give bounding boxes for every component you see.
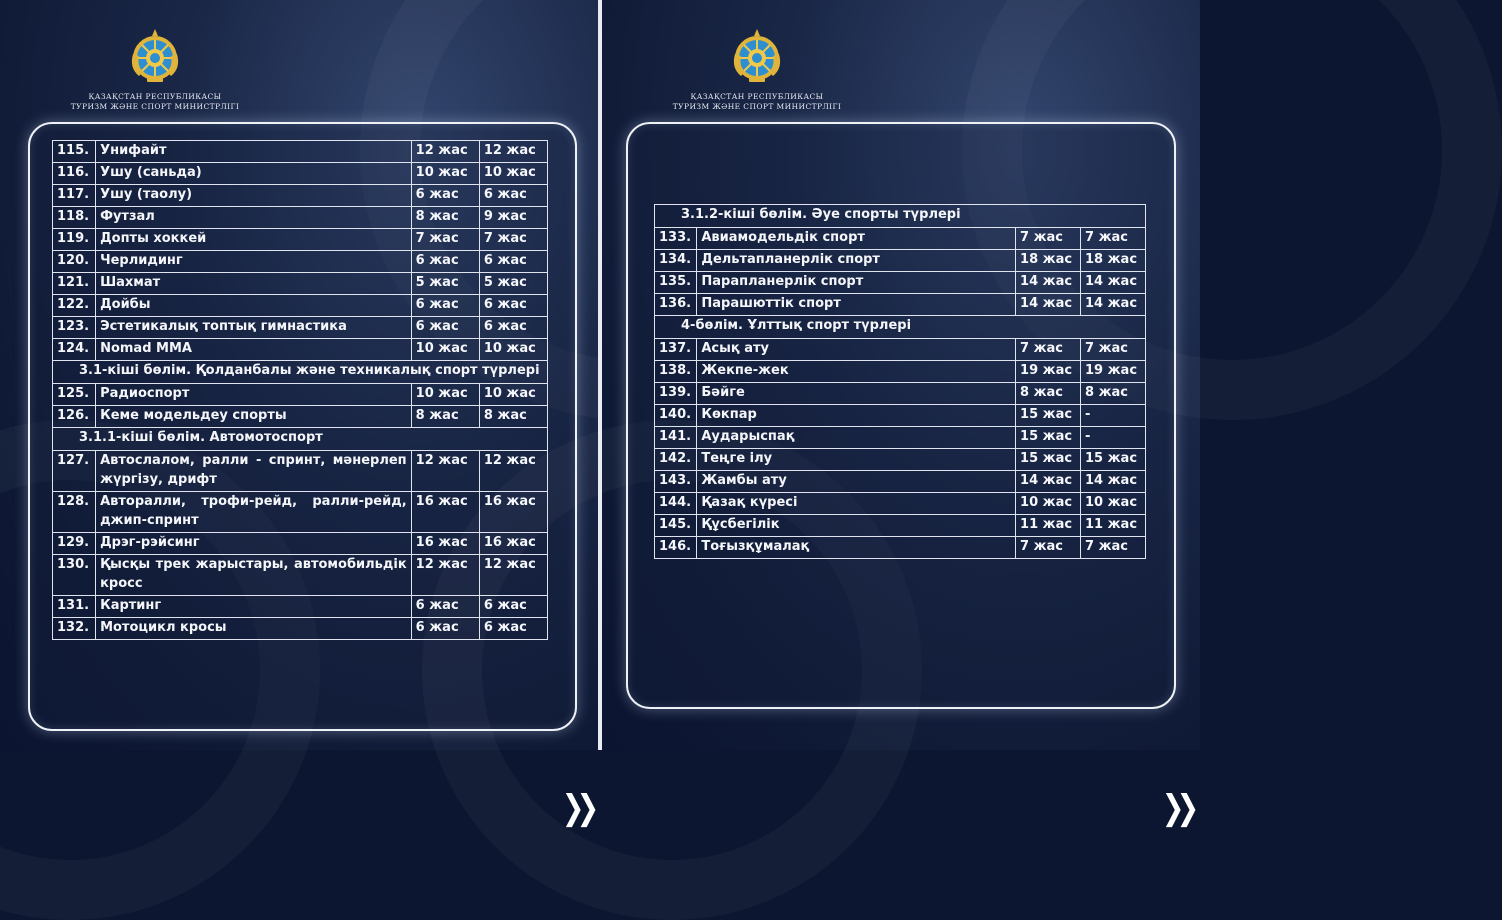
age-start: 10 жас	[411, 339, 479, 361]
age-start: 6 жас	[411, 618, 479, 640]
table-row	[655, 294, 1146, 316]
age-start: 7 жас	[1016, 537, 1081, 559]
age-enroll: 10 жас	[479, 384, 547, 406]
sport-name: Дельтапланерлік спорт	[697, 250, 1016, 272]
row-number: 136.	[655, 294, 697, 316]
age-start: 18 жас	[1016, 250, 1081, 272]
age-start: 7 жас	[1016, 339, 1081, 361]
row-number: 137.	[655, 339, 697, 361]
sports-age-table-right	[654, 204, 1146, 559]
age-start: 16 жас	[411, 492, 479, 533]
age-start: 7 жас	[1016, 228, 1081, 250]
row-number: 126.	[53, 406, 96, 428]
age-start: 10 жас	[1016, 493, 1081, 515]
row-number: 133.	[655, 228, 697, 250]
right-page	[602, 0, 1200, 828]
row-number: 129.	[53, 533, 96, 555]
age-start: 12 жас	[411, 555, 479, 596]
age-enroll: 7 жас	[479, 229, 547, 251]
table-row	[53, 163, 548, 185]
sport-name: Қазақ күресі	[697, 493, 1016, 515]
age-enroll: 10 жас	[479, 163, 547, 185]
age-enroll: 6 жас	[479, 251, 547, 273]
sport-name: Черлидинг	[96, 251, 412, 273]
next-slide-icon[interactable]: ❯❯	[1161, 788, 1192, 828]
sport-name: Унифайт	[96, 141, 412, 163]
age-enroll: -	[1081, 427, 1146, 449]
age-enroll: 16 жас	[479, 533, 547, 555]
row-number: 115.	[53, 141, 96, 163]
ministry-name-line2: ТУРИЗМ ЖӘНЕ СПОРТ МИНИСТРЛІГІ	[672, 102, 842, 111]
table-card-right	[626, 122, 1192, 828]
sport-name: Жамбы ату	[697, 471, 1016, 493]
row-number: 144.	[655, 493, 697, 515]
sport-name: Теңге ілу	[697, 449, 1016, 471]
age-start: 10 жас	[411, 163, 479, 185]
table-row	[655, 228, 1146, 250]
sport-name: Кеме модельдеу спорты	[96, 406, 412, 428]
age-enroll: 6 жас	[479, 618, 547, 640]
row-number: 130.	[53, 555, 96, 596]
sport-name: Авиамодельдік спорт	[697, 228, 1016, 250]
table-row	[53, 273, 548, 295]
sport-name: Шахмат	[96, 273, 412, 295]
age-start: 5 жас	[411, 273, 479, 295]
row-number: 123.	[53, 317, 96, 339]
row-number: 140.	[655, 405, 697, 427]
row-number: 132.	[53, 618, 96, 640]
age-start: 14 жас	[1016, 294, 1081, 316]
table-row	[53, 451, 548, 492]
sport-name: Тоғызқұмалақ	[697, 537, 1016, 559]
table-row	[53, 251, 548, 273]
section-title: 3.1.1-кіші бөлім. Автомотоспорт	[53, 428, 548, 451]
table-row	[53, 229, 548, 251]
age-start: 8 жас	[411, 406, 479, 428]
row-number: 138.	[655, 361, 697, 383]
age-enroll: 6 жас	[479, 185, 547, 207]
table-row	[655, 449, 1146, 471]
sport-name: Ушу (таолу)	[96, 185, 412, 207]
age-enroll: -	[1081, 405, 1146, 427]
table-row	[655, 250, 1146, 272]
row-number: 121.	[53, 273, 96, 295]
table-row	[53, 406, 548, 428]
section-title: 3.1-кіші бөлім. Қолданбалы және техникалық спорт түрлері	[53, 361, 548, 384]
row-number: 118.	[53, 207, 96, 229]
sport-name: Дойбы	[96, 295, 412, 317]
age-start: 6 жас	[411, 317, 479, 339]
row-number: 116.	[53, 163, 96, 185]
row-number: 119.	[53, 229, 96, 251]
table-row	[655, 405, 1146, 427]
age-start: 7 жас	[411, 229, 479, 251]
age-enroll: 7 жас	[1081, 228, 1146, 250]
age-enroll: 18 жас	[1081, 250, 1146, 272]
sport-name: Бәйге	[697, 383, 1016, 405]
age-start: 6 жас	[411, 295, 479, 317]
age-start: 6 жас	[411, 596, 479, 618]
age-start: 14 жас	[1016, 471, 1081, 493]
age-enroll: 9 жас	[479, 207, 547, 229]
age-start: 10 жас	[411, 384, 479, 406]
age-enroll: 10 жас	[1081, 493, 1146, 515]
age-start: 6 жас	[411, 251, 479, 273]
row-number: 131.	[53, 596, 96, 618]
sport-name: Парашюттік спорт	[697, 294, 1016, 316]
row-number: 143.	[655, 471, 697, 493]
age-enroll: 14 жас	[1081, 272, 1146, 294]
sport-name: Футзал	[96, 207, 412, 229]
age-start: 15 жас	[1016, 427, 1081, 449]
sport-name: Мотоцикл кросы	[96, 618, 412, 640]
age-start: 15 жас	[1016, 449, 1081, 471]
table-row	[53, 207, 548, 229]
section-title: 4-бөлім. Ұлттық спорт түрлері	[655, 316, 1146, 339]
age-start: 11 жас	[1016, 515, 1081, 537]
table-row	[53, 384, 548, 406]
table-row	[655, 427, 1146, 449]
age-enroll: 5 жас	[479, 273, 547, 295]
age-enroll: 6 жас	[479, 317, 547, 339]
section-header-row	[53, 361, 548, 384]
table-row	[655, 471, 1146, 493]
table-row	[53, 317, 548, 339]
ministry-name-line2: ТУРИЗМ ЖӘНЕ СПОРТ МИНИСТРЛІГІ	[70, 102, 240, 111]
row-number: 122.	[53, 295, 96, 317]
ministry-name-line1: ҚАЗАҚСТАН РЕСПУБЛИКАСЫ	[88, 92, 222, 101]
table-row	[655, 537, 1146, 559]
age-enroll: 15 жас	[1081, 449, 1146, 471]
sport-name: Картинг	[96, 596, 412, 618]
age-enroll: 8 жас	[479, 406, 547, 428]
sport-name: Допты хоккей	[96, 229, 412, 251]
state-emblem-icon	[729, 28, 785, 84]
age-start: 16 жас	[411, 533, 479, 555]
table-row	[53, 339, 548, 361]
sport-name: Құсбегілік	[697, 515, 1016, 537]
section-header-row	[655, 205, 1146, 228]
sport-name: Аударыспақ	[697, 427, 1016, 449]
state-emblem-icon	[127, 28, 183, 84]
age-enroll: 12 жас	[479, 451, 547, 492]
table-row	[655, 515, 1146, 537]
sport-name: Жекпе-жек	[697, 361, 1016, 383]
row-number: 134.	[655, 250, 697, 272]
sport-name: Асық ату	[697, 339, 1016, 361]
sport-name: Авторалли, трофи-рейд, ралли-рейд, джип-спринт	[96, 492, 412, 533]
row-number: 127.	[53, 451, 96, 492]
age-enroll: 7 жас	[1081, 339, 1146, 361]
sport-name: Көкпар	[697, 405, 1016, 427]
table-row	[655, 361, 1146, 383]
section-header-row	[655, 316, 1146, 339]
sport-name: Дрэг-рэйсинг	[96, 533, 412, 555]
age-enroll: 16 жас	[479, 492, 547, 533]
row-number: 120.	[53, 251, 96, 273]
ministry-header	[657, 28, 857, 112]
age-enroll: 12 жас	[479, 555, 547, 596]
row-number: 124.	[53, 339, 96, 361]
table-row	[655, 493, 1146, 515]
sport-name: Автослалом, ралли - спринт, мәнерлеп жүргізу, дрифт	[96, 451, 412, 492]
ministry-name-line1: ҚАЗАҚСТАН РЕСПУБЛИКАСЫ	[690, 92, 824, 101]
sport-name: Радиоспорт	[96, 384, 412, 406]
row-number: 142.	[655, 449, 697, 471]
row-number: 117.	[53, 185, 96, 207]
row-number: 145.	[655, 515, 697, 537]
age-enroll: 10 жас	[479, 339, 547, 361]
age-start: 19 жас	[1016, 361, 1081, 383]
age-start: 15 жас	[1016, 405, 1081, 427]
age-enroll: 8 жас	[1081, 383, 1146, 405]
section-header-row	[53, 428, 548, 451]
age-start: 8 жас	[411, 207, 479, 229]
age-enroll: 7 жас	[1081, 537, 1146, 559]
table-row	[655, 272, 1146, 294]
age-enroll: 19 жас	[1081, 361, 1146, 383]
age-enroll: 11 жас	[1081, 515, 1146, 537]
age-enroll: 14 жас	[1081, 471, 1146, 493]
row-number: 125.	[53, 384, 96, 406]
row-number: 139.	[655, 383, 697, 405]
row-number: 141.	[655, 427, 697, 449]
next-slide-icon[interactable]: ❯❯	[561, 788, 592, 828]
age-start: 8 жас	[1016, 383, 1081, 405]
sport-name: Парапланерлік спорт	[697, 272, 1016, 294]
age-start: 6 жас	[411, 185, 479, 207]
age-enroll: 12 жас	[479, 141, 547, 163]
table-row	[53, 185, 548, 207]
age-start: 12 жас	[411, 141, 479, 163]
table-row	[655, 383, 1146, 405]
sport-name: Қысқы трек жарыстары, автомобильдік кросс	[96, 555, 412, 596]
table-row	[53, 141, 548, 163]
age-enroll: 6 жас	[479, 295, 547, 317]
row-number: 146.	[655, 537, 697, 559]
table-row	[53, 295, 548, 317]
row-number: 128.	[53, 492, 96, 533]
age-enroll: 14 жас	[1081, 294, 1146, 316]
table-row	[655, 339, 1146, 361]
sport-name: Эстетикалық топтық гимнастика	[96, 317, 412, 339]
age-start: 12 жас	[411, 451, 479, 492]
ministry-header	[55, 28, 255, 112]
age-start: 14 жас	[1016, 272, 1081, 294]
section-title: 3.1.2-кіші бөлім. Әуе спорты түрлері	[655, 205, 1146, 228]
sport-name: Nomad MMA	[96, 339, 412, 361]
row-number: 135.	[655, 272, 697, 294]
age-enroll: 6 жас	[479, 596, 547, 618]
sport-name: Ушу (саньда)	[96, 163, 412, 185]
